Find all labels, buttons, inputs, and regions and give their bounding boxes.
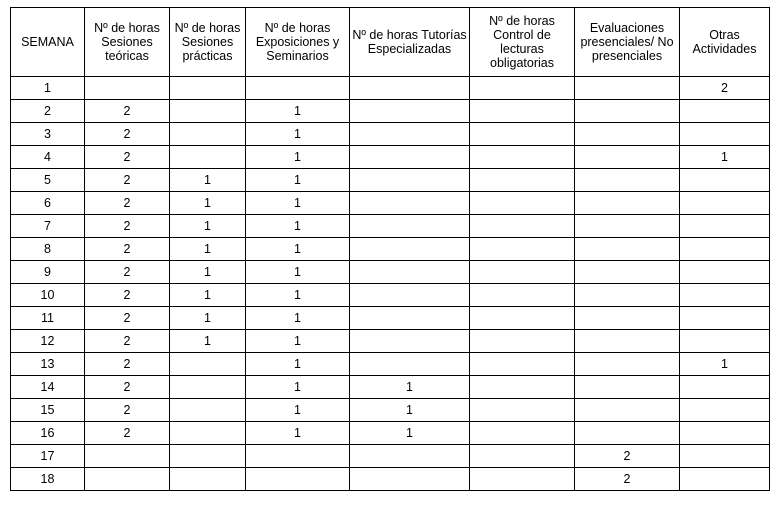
teoricas-cell: 2 [85, 192, 170, 215]
exposiciones-cell: 1 [246, 330, 350, 353]
table-row [11, 330, 770, 353]
practicas-cell [170, 100, 246, 123]
exposiciones-cell [246, 445, 350, 468]
header-row [11, 8, 770, 77]
table-row [11, 353, 770, 376]
exposiciones-cell [246, 468, 350, 491]
otras-cell [680, 169, 770, 192]
semana-cell: 10 [11, 284, 85, 307]
lecturas-cell [470, 100, 575, 123]
evaluaciones-cell [575, 353, 680, 376]
tutorias-cell [350, 307, 470, 330]
tutorias-cell [350, 215, 470, 238]
practicas-cell [170, 422, 246, 445]
semana-cell: 6 [11, 192, 85, 215]
teoricas-cell: 2 [85, 238, 170, 261]
table-row [11, 123, 770, 146]
tutorias-cell: 1 [350, 422, 470, 445]
practicas-cell: 1 [170, 261, 246, 284]
semana-cell: 15 [11, 399, 85, 422]
header-sesiones-practicas: Nº de horas Sesiones prácticas [170, 8, 246, 77]
semana-cell: 17 [11, 445, 85, 468]
tutorias-cell [350, 330, 470, 353]
lecturas-cell [470, 238, 575, 261]
tutorias-cell [350, 445, 470, 468]
teoricas-cell: 2 [85, 169, 170, 192]
tutorias-cell: 1 [350, 399, 470, 422]
semana-cell: 16 [11, 422, 85, 445]
practicas-cell: 1 [170, 330, 246, 353]
practicas-cell [170, 399, 246, 422]
otras-cell [680, 100, 770, 123]
table-row [11, 445, 770, 468]
exposiciones-cell: 1 [246, 123, 350, 146]
table-row [11, 399, 770, 422]
exposiciones-cell: 1 [246, 169, 350, 192]
header-exposiciones-seminarios: Nº de horas Exposiciones y Seminarios [246, 8, 350, 77]
teoricas-cell: 2 [85, 284, 170, 307]
semana-cell: 5 [11, 169, 85, 192]
teoricas-cell [85, 468, 170, 491]
otras-cell [680, 445, 770, 468]
lecturas-cell [470, 330, 575, 353]
semana-cell: 14 [11, 376, 85, 399]
evaluaciones-cell [575, 100, 680, 123]
evaluaciones-cell [575, 376, 680, 399]
teoricas-cell: 2 [85, 215, 170, 238]
lecturas-cell [470, 123, 575, 146]
evaluaciones-cell [575, 307, 680, 330]
exposiciones-cell [246, 77, 350, 100]
exposiciones-cell: 1 [246, 261, 350, 284]
table-body [11, 77, 770, 491]
tutorias-cell [350, 146, 470, 169]
practicas-cell: 1 [170, 192, 246, 215]
practicas-cell [170, 146, 246, 169]
evaluaciones-cell [575, 399, 680, 422]
tutorias-cell [350, 169, 470, 192]
lecturas-cell [470, 169, 575, 192]
teoricas-cell: 2 [85, 123, 170, 146]
evaluaciones-cell: 2 [575, 468, 680, 491]
teoricas-cell: 2 [85, 261, 170, 284]
semana-cell: 4 [11, 146, 85, 169]
practicas-cell: 1 [170, 307, 246, 330]
lecturas-cell [470, 261, 575, 284]
exposiciones-cell: 1 [246, 422, 350, 445]
tutorias-cell [350, 353, 470, 376]
exposiciones-cell: 1 [246, 284, 350, 307]
practicas-cell [170, 376, 246, 399]
otras-cell [680, 307, 770, 330]
lecturas-cell [470, 307, 575, 330]
table-row [11, 192, 770, 215]
tutorias-cell [350, 123, 470, 146]
otras-cell [680, 238, 770, 261]
practicas-cell [170, 353, 246, 376]
otras-cell [680, 123, 770, 146]
lecturas-cell [470, 284, 575, 307]
exposiciones-cell: 1 [246, 399, 350, 422]
exposiciones-cell: 1 [246, 307, 350, 330]
practicas-cell: 1 [170, 238, 246, 261]
header-control-lecturas: Nº de horas Control de lecturas obligatorias [470, 8, 575, 77]
semana-cell: 7 [11, 215, 85, 238]
header-otras-actividades: Otras Actividades [680, 8, 770, 77]
semana-cell: 1 [11, 77, 85, 100]
teoricas-cell: 2 [85, 100, 170, 123]
practicas-cell [170, 123, 246, 146]
lecturas-cell [470, 422, 575, 445]
lecturas-cell [470, 77, 575, 100]
evaluaciones-cell [575, 77, 680, 100]
teoricas-cell: 2 [85, 307, 170, 330]
lecturas-cell [470, 376, 575, 399]
evaluaciones-cell [575, 284, 680, 307]
otras-cell: 2 [680, 77, 770, 100]
otras-cell [680, 422, 770, 445]
table-row [11, 215, 770, 238]
semana-cell: 18 [11, 468, 85, 491]
tutorias-cell [350, 284, 470, 307]
lecturas-cell [470, 468, 575, 491]
header-evaluaciones: Evaluaciones presenciales/ No presenciales [575, 8, 680, 77]
otras-cell: 1 [680, 353, 770, 376]
table-row [11, 77, 770, 100]
otras-cell [680, 192, 770, 215]
schedule-table [10, 7, 770, 491]
evaluaciones-cell [575, 215, 680, 238]
evaluaciones-cell [575, 192, 680, 215]
table-row [11, 169, 770, 192]
semana-cell: 11 [11, 307, 85, 330]
practicas-cell: 1 [170, 169, 246, 192]
table-row [11, 100, 770, 123]
semana-cell: 2 [11, 100, 85, 123]
exposiciones-cell: 1 [246, 215, 350, 238]
evaluaciones-cell [575, 146, 680, 169]
exposiciones-cell: 1 [246, 376, 350, 399]
table-row [11, 261, 770, 284]
table-row [11, 468, 770, 491]
teoricas-cell: 2 [85, 376, 170, 399]
otras-cell [680, 399, 770, 422]
otras-cell [680, 468, 770, 491]
evaluaciones-cell [575, 330, 680, 353]
lecturas-cell [470, 146, 575, 169]
practicas-cell [170, 468, 246, 491]
tutorias-cell: 1 [350, 376, 470, 399]
practicas-cell: 1 [170, 284, 246, 307]
exposiciones-cell: 1 [246, 353, 350, 376]
practicas-cell: 1 [170, 215, 246, 238]
exposiciones-cell: 1 [246, 192, 350, 215]
header-tutorias-especializadas: Nº de horas Tutorías Especializadas [350, 8, 470, 77]
semana-cell: 3 [11, 123, 85, 146]
otras-cell: 1 [680, 146, 770, 169]
teoricas-cell: 2 [85, 353, 170, 376]
otras-cell [680, 261, 770, 284]
otras-cell [680, 215, 770, 238]
header-semana: SEMANA [11, 8, 85, 77]
table-row [11, 284, 770, 307]
evaluaciones-cell [575, 238, 680, 261]
tutorias-cell [350, 261, 470, 284]
lecturas-cell [470, 192, 575, 215]
evaluaciones-cell [575, 123, 680, 146]
otras-cell [680, 376, 770, 399]
table-row [11, 238, 770, 261]
teoricas-cell: 2 [85, 146, 170, 169]
semana-cell: 8 [11, 238, 85, 261]
exposiciones-cell: 1 [246, 146, 350, 169]
tutorias-cell [350, 77, 470, 100]
table-row [11, 307, 770, 330]
table-row [11, 146, 770, 169]
evaluaciones-cell [575, 261, 680, 284]
lecturas-cell [470, 353, 575, 376]
exposiciones-cell: 1 [246, 238, 350, 261]
practicas-cell [170, 77, 246, 100]
semana-cell: 12 [11, 330, 85, 353]
lecturas-cell [470, 215, 575, 238]
table-row [11, 376, 770, 399]
teoricas-cell: 2 [85, 422, 170, 445]
header-sesiones-teoricas: Nº de horas Sesiones teóricas [85, 8, 170, 77]
lecturas-cell [470, 445, 575, 468]
tutorias-cell [350, 100, 470, 123]
otras-cell [680, 284, 770, 307]
evaluaciones-cell [575, 169, 680, 192]
practicas-cell [170, 445, 246, 468]
evaluaciones-cell [575, 422, 680, 445]
exposiciones-cell: 1 [246, 100, 350, 123]
lecturas-cell [470, 399, 575, 422]
evaluaciones-cell: 2 [575, 445, 680, 468]
teoricas-cell: 2 [85, 399, 170, 422]
teoricas-cell [85, 77, 170, 100]
semana-cell: 9 [11, 261, 85, 284]
teoricas-cell: 2 [85, 330, 170, 353]
otras-cell [680, 330, 770, 353]
semana-cell: 13 [11, 353, 85, 376]
tutorias-cell [350, 192, 470, 215]
table-row [11, 422, 770, 445]
teoricas-cell [85, 445, 170, 468]
tutorias-cell [350, 468, 470, 491]
tutorias-cell [350, 238, 470, 261]
